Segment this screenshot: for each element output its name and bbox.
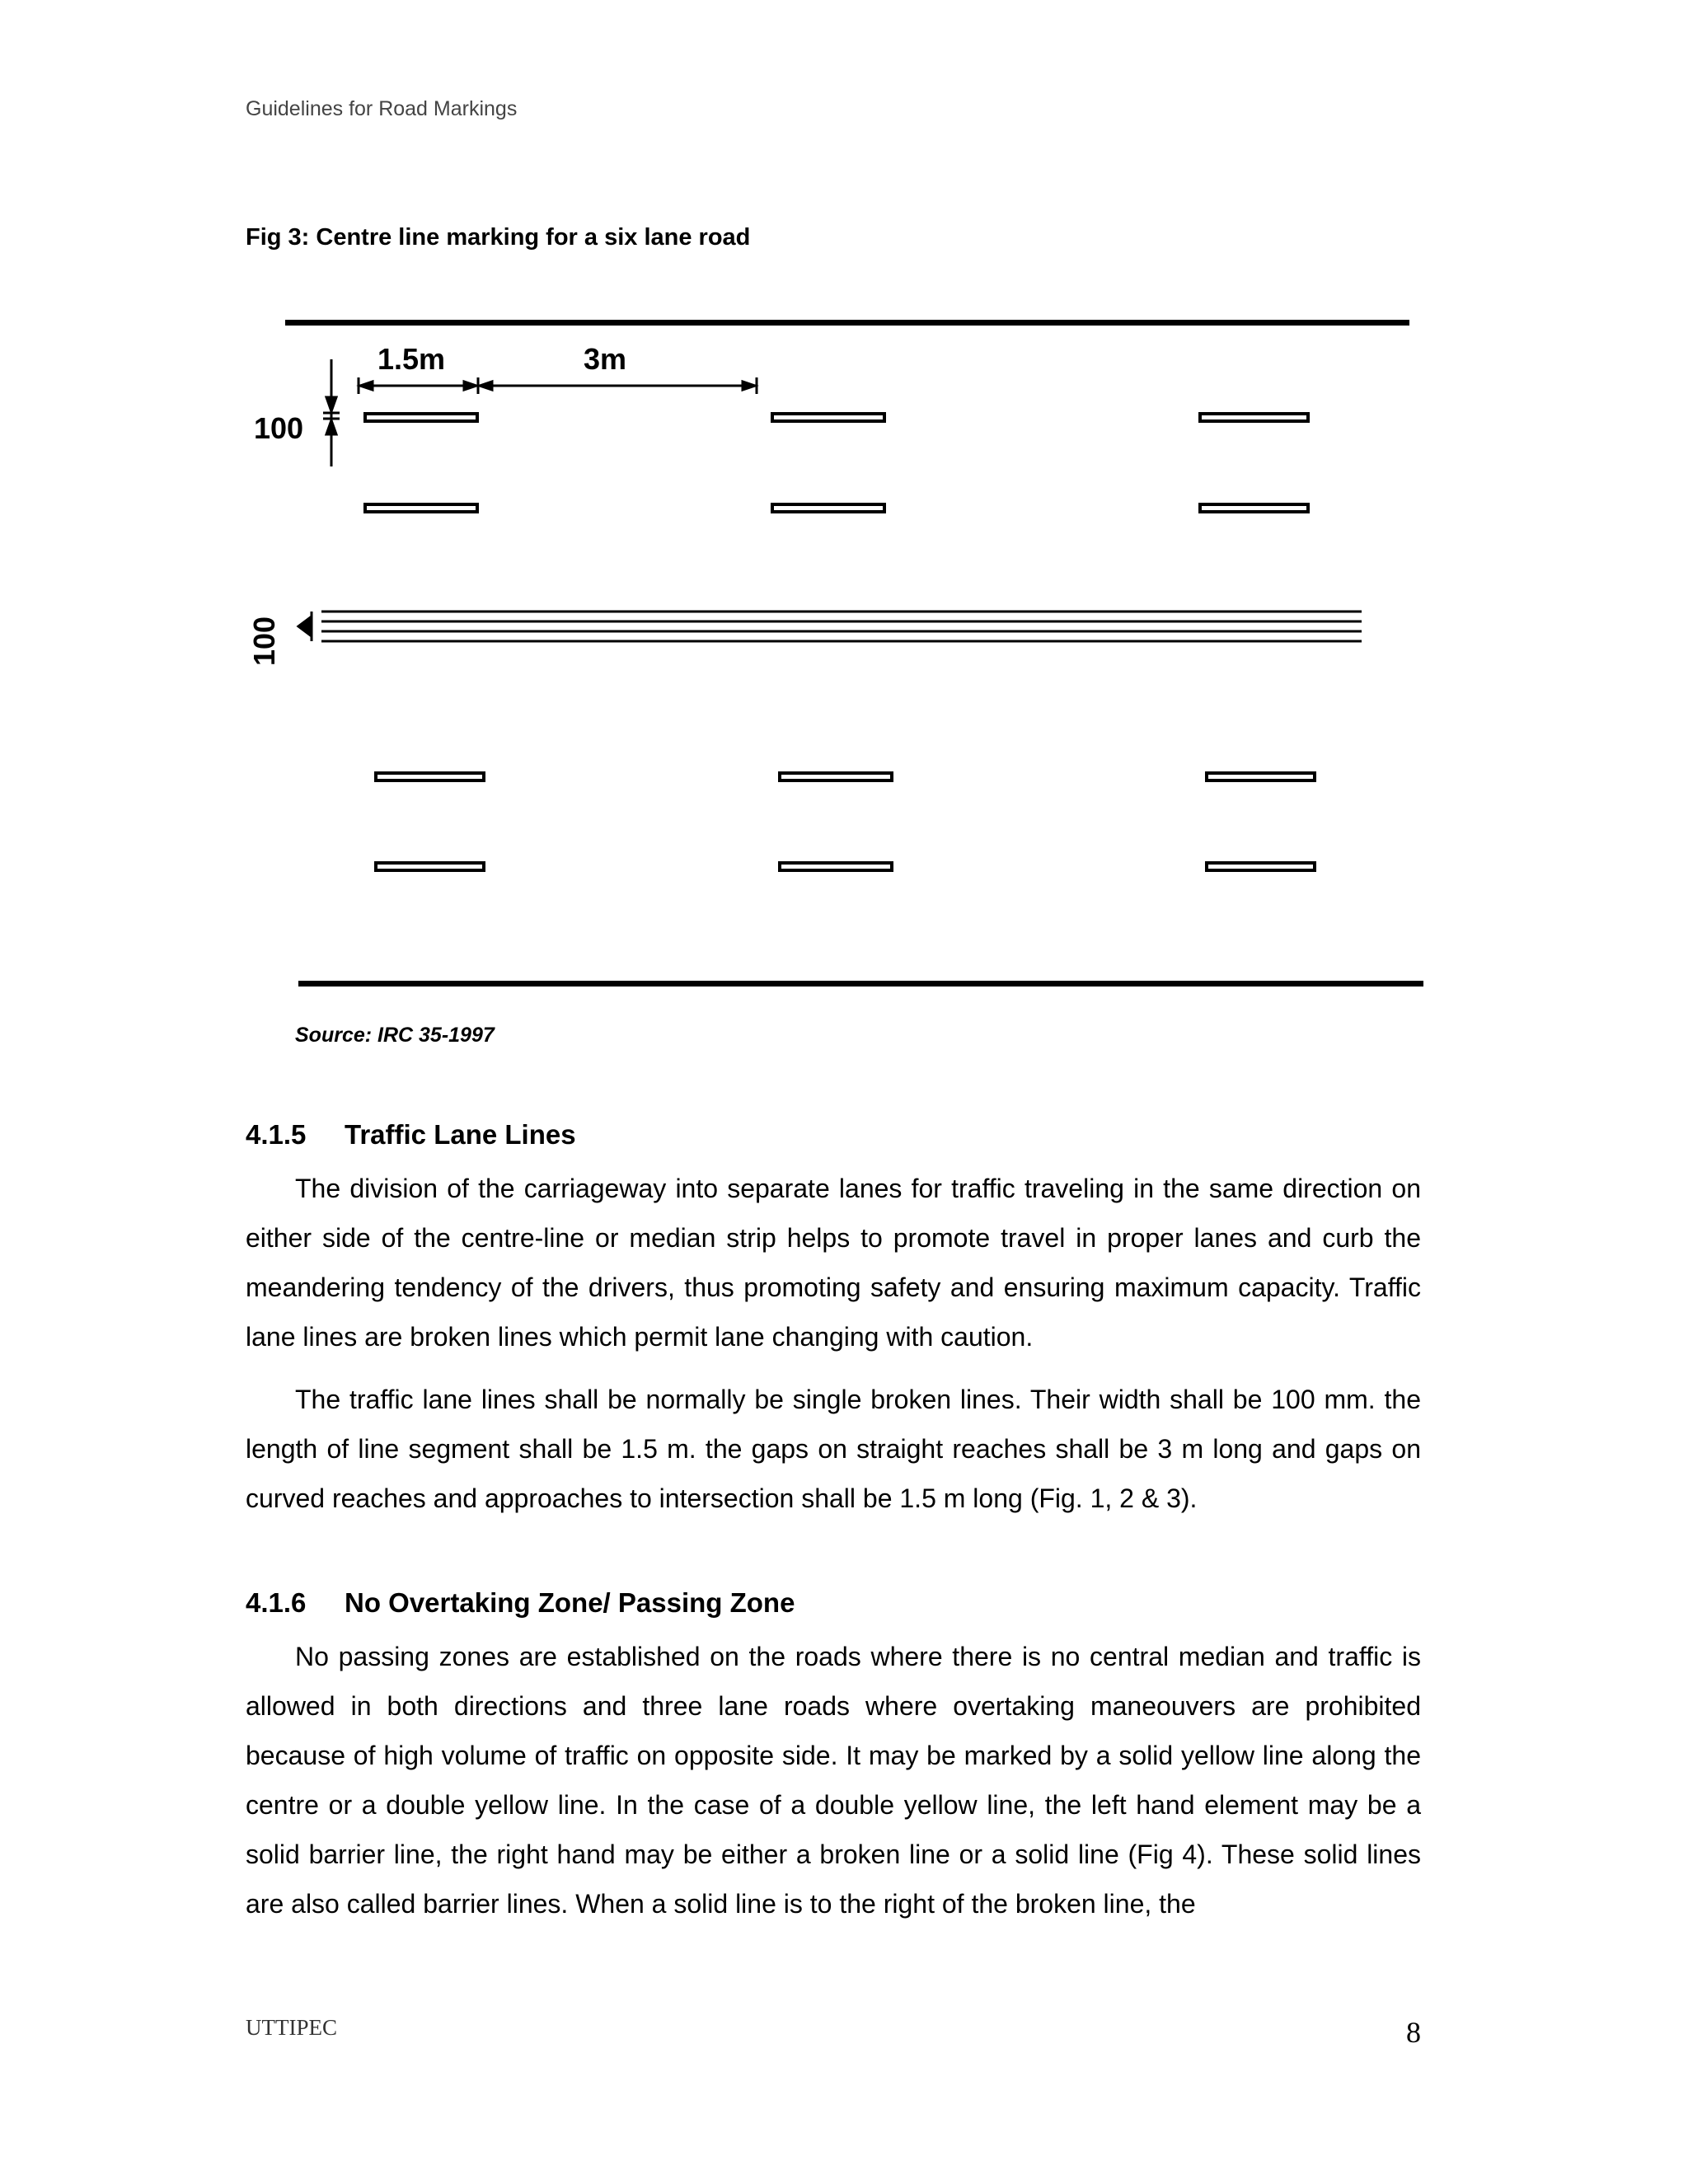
lane-dash [1200, 504, 1308, 512]
page-number: 8 [1406, 2016, 1421, 2049]
width-dimension-top [323, 359, 340, 466]
lane-dash [772, 504, 884, 512]
figure-source: Source: IRC 35-1997 [295, 1024, 495, 1047]
lane-dash [365, 504, 477, 512]
road-marking-diagram [239, 305, 1451, 1014]
lane-dashes-lower-1 [376, 773, 1315, 780]
lane-dash [780, 863, 892, 870]
section-number: 4.1.5 [246, 1119, 307, 1150]
gap-length-label: 3m [584, 342, 627, 376]
page-header: Guidelines for Road Markings [246, 97, 518, 120]
footer-organization: UTTIPEC [246, 2015, 337, 2040]
length-dimension [359, 377, 757, 394]
section-heading-4-1-6 [246, 1587, 795, 1619]
lane-dash [780, 773, 892, 780]
segment-length-label: 1.5m [377, 342, 446, 376]
lane-dashes-upper-2 [365, 504, 1308, 512]
lane-dash [376, 773, 484, 780]
lane-dash [365, 414, 477, 421]
lane-dash [376, 863, 484, 870]
section-number: 4.1.6 [246, 1587, 307, 1618]
width-label-top: 100 [254, 411, 304, 445]
lane-dash [772, 414, 884, 421]
lane-dash [1200, 414, 1308, 421]
paragraph: The division of the carriageway into separate lanes for traffic traveling in the same direction on either side of the centre-line or median strip helps to promote travel in proper lanes and curb the meandering tendency of the drivers, thus promoting safety and ensuring maximum capacity. Traffic lane lines are broken lines which permit lane changing with caution. [246, 1174, 1421, 1352]
lane-dashes-upper-1 [365, 414, 1308, 421]
width-label-centre: 100 [247, 616, 281, 666]
centre-double-line [321, 612, 1362, 641]
width-dimension-centre [298, 612, 312, 641]
section-title: Traffic Lane Lines [345, 1119, 576, 1150]
lane-dash [1207, 773, 1315, 780]
section-heading-4-1-5 [246, 1119, 576, 1151]
section-title: No Overtaking Zone/ Passing Zone [345, 1587, 795, 1618]
figure-caption: Fig 3: Centre line marking for a six lane road [246, 224, 751, 251]
lane-dash [1207, 863, 1315, 870]
road-edge-top [285, 320, 1409, 326]
road-edge-bottom [298, 981, 1423, 987]
paragraph: The traffic lane lines shall be normally be single broken lines. Their width shall be 100 mm. the length of line segment shall be 1.5 m. the gaps on straight reaches shall be 3 m long and gaps on curved reaches and approaches to intersection shall be 1.5 m long (Fig. 1, 2 & 3). [246, 1385, 1421, 1513]
lane-dashes-lower-2 [376, 863, 1315, 870]
paragraph: No passing zones are established on the roads where there is no central median and traffic is allowed in both directions and three lane roads where overtaking maneouvers are prohibited because of high volume of traffic on opposite side. It may be marked by a solid yellow line along the centre or a double yellow line. In the case of a double yellow line, the left hand element may be a solid barrier line, the right hand may be either a broken line or a solid line (Fig 4). These solid lines are also called barrier lines. When a solid line is to the right of the broken line, the [246, 1642, 1421, 1919]
